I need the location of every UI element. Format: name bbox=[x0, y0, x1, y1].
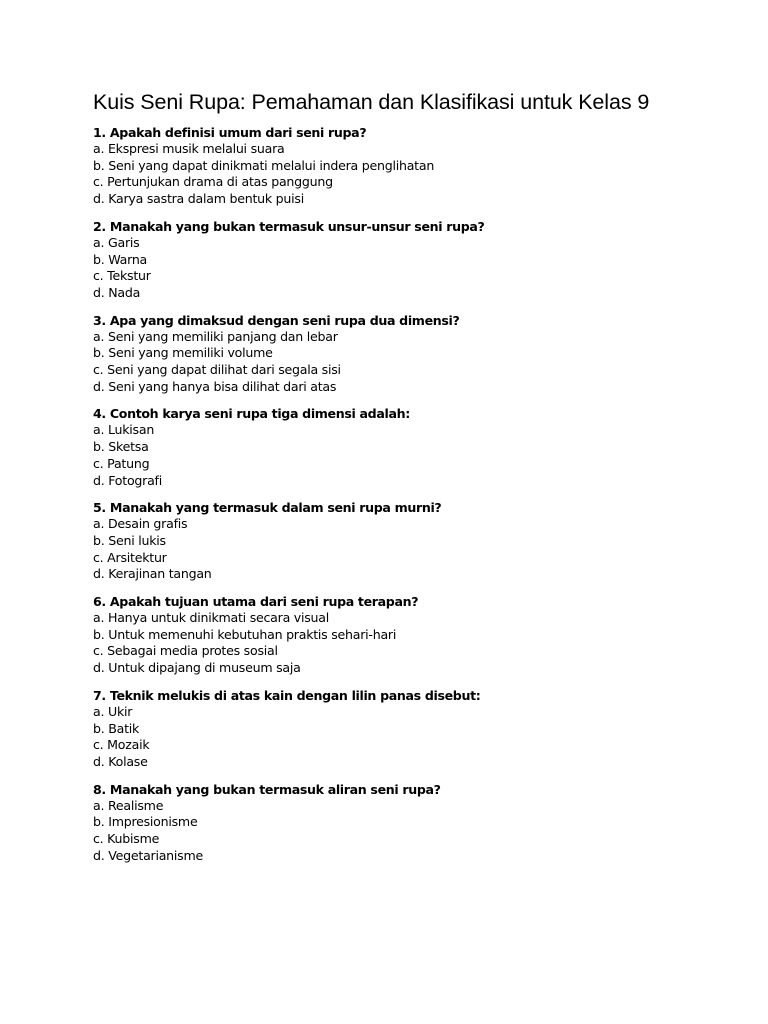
question-2 bbox=[93, 218, 693, 302]
option-c: c. Pertunjukan drama di atas panggung bbox=[93, 174, 333, 190]
option-a: a. Desain grafis bbox=[93, 516, 188, 532]
question-5 bbox=[93, 499, 693, 583]
option-c: c. Tekstur bbox=[93, 268, 151, 284]
option-a: a. Lukisan bbox=[93, 422, 155, 438]
question-text: 2. Manakah yang bukan termasuk unsur-unsur seni rupa? bbox=[93, 218, 485, 234]
option-list bbox=[93, 235, 693, 302]
question-4 bbox=[93, 405, 693, 489]
question-text: 4. Contoh karya seni rupa tiga dimensi adalah: bbox=[93, 406, 410, 422]
option-d: d. Nada bbox=[93, 284, 141, 300]
option-a: a. Realisme bbox=[93, 797, 164, 813]
option-b: b. Untuk memenuhi kebutuhan praktis sehari-hari bbox=[93, 626, 397, 642]
question-3 bbox=[93, 312, 693, 396]
question-text: 1. Apakah definisi umum dari seni rupa? bbox=[93, 125, 367, 140]
option-b: b. Sketsa bbox=[93, 439, 149, 455]
option-d: d. Kerajinan tangan bbox=[93, 566, 212, 582]
option-c: c. Sebagai media protes sosial bbox=[93, 643, 278, 659]
option-d: d. Karya sastra dalam bentuk puisi bbox=[93, 191, 304, 207]
option-c: c. Arsitektur bbox=[93, 549, 167, 565]
option-list bbox=[93, 516, 693, 583]
option-list bbox=[93, 610, 693, 677]
option-c: c. Kubisme bbox=[93, 831, 160, 847]
option-b: b. Impresionisme bbox=[93, 814, 198, 830]
option-a: a. Garis bbox=[93, 234, 140, 250]
question-text: 3. Apa yang dimaksud dengan seni rupa dua dimensi? bbox=[93, 312, 460, 328]
question-1 bbox=[93, 124, 693, 208]
document-title: Kuis Seni Rupa: Pemahaman dan Klasifikasi untuk Kelas 9 bbox=[93, 90, 650, 114]
option-list bbox=[93, 422, 693, 489]
option-a: a. Hanya untuk dinikmati secara visual bbox=[93, 610, 329, 626]
option-d: d. Fotografi bbox=[93, 472, 162, 488]
option-a: a. Ukir bbox=[93, 703, 133, 719]
document-page bbox=[93, 90, 693, 875]
option-c: c. Patung bbox=[93, 455, 150, 471]
option-b: b. Seni yang dapat dinikmati melalui indera penglihatan bbox=[93, 157, 435, 173]
option-a: a. Seni yang memiliki panjang dan lebar bbox=[93, 328, 338, 344]
option-c: c. Mozaik bbox=[93, 737, 150, 753]
question-text: 5. Manakah yang termasuk dalam seni rupa murni? bbox=[93, 500, 442, 516]
option-d: d. Vegetarianisme bbox=[93, 847, 203, 863]
option-list bbox=[93, 798, 693, 865]
option-c: c. Seni yang dapat dilihat dari segala sisi bbox=[93, 362, 341, 378]
option-list bbox=[93, 141, 693, 208]
option-b: b. Batik bbox=[93, 720, 140, 736]
option-b: b. Seni lukis bbox=[93, 532, 166, 548]
option-list bbox=[93, 704, 693, 771]
question-text: 6. Apakah tujuan utama dari seni rupa terapan? bbox=[93, 594, 419, 610]
question-6 bbox=[93, 593, 693, 677]
option-b: b. Seni yang memiliki volume bbox=[93, 345, 273, 361]
question-7 bbox=[93, 687, 693, 771]
option-a: a. Ekspresi musik melalui suara bbox=[93, 141, 285, 156]
option-d: d. Kolase bbox=[93, 753, 148, 769]
option-d: d. Untuk dipajang di museum saja bbox=[93, 660, 301, 676]
option-d: d. Seni yang hanya bisa dilihat dari atas bbox=[93, 378, 337, 394]
question-text: 8. Manakah yang bukan termasuk aliran seni rupa? bbox=[93, 781, 441, 797]
option-list bbox=[93, 329, 693, 396]
question-text: 7. Teknik melukis di atas kain dengan lilin panas disebut: bbox=[93, 687, 481, 703]
option-b: b. Warna bbox=[93, 251, 148, 267]
question-8 bbox=[93, 781, 693, 865]
